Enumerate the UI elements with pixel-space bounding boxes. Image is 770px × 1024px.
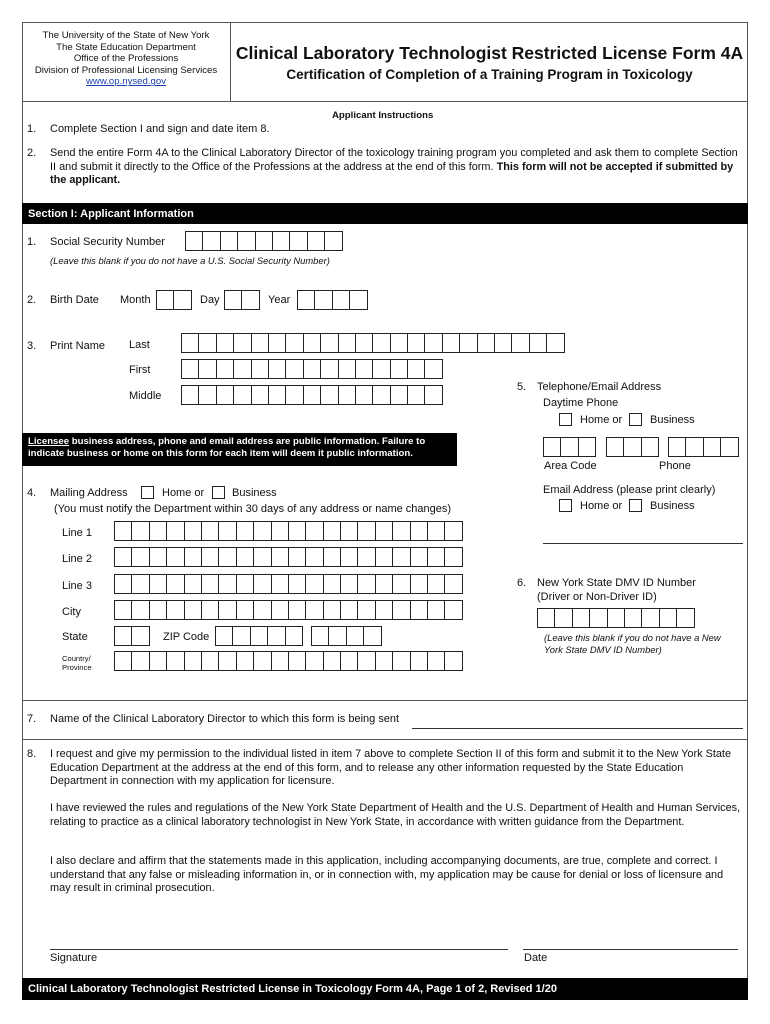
zip-plus4-input[interactable] [311, 626, 381, 646]
address-line-3-input[interactable] [114, 574, 462, 594]
item-number: 3. [27, 340, 37, 352]
email-input[interactable] [543, 543, 743, 544]
agency-line: The State Education Department [56, 41, 196, 53]
dmv-id-input[interactable] [537, 608, 694, 628]
form-subtitle: Certification of Completion of a Training Program in Toxicology [286, 67, 693, 82]
agency-line: Office of the Professions [73, 53, 179, 65]
item-number: 1. [27, 236, 37, 248]
instruction-2-warning: This form will not be accepted if submitted by the applicant. [50, 160, 734, 187]
agency-block [22, 22, 231, 102]
phone-home-label: Home or [580, 414, 623, 426]
birth-date-label: Birth Date [50, 294, 99, 306]
consent-paragraph-3: I also declare and affirm that the statements made in this application, including accompanying documents, are true, complete and correct. I understand that any false or misleading information in, or in connection with, my application may be cause for denial or loss of licensure and may result in criminal prosecution. [50, 855, 724, 895]
phone-number-input[interactable] [668, 437, 738, 457]
signature-label: Signature [50, 952, 98, 964]
director-name-input[interactable] [412, 728, 743, 729]
birth-day-input[interactable] [224, 290, 259, 310]
consent-paragraph-1: I request and give my permission to the individual listed in item 7 above to complete Section II of this form and submit it to the New York State Education Department at the address at the end of this form, and to release any other information requested by the State Education Department in connection with my application for licensure. [50, 748, 732, 788]
day-label: Day [200, 294, 220, 306]
telephone-email-label: Telephone/Email Address [537, 381, 662, 393]
item-number: 2. [27, 294, 37, 306]
phone-home-checkbox[interactable] [559, 413, 572, 426]
phone-business-checkbox[interactable] [629, 413, 642, 426]
month-label: Month [120, 294, 151, 306]
middle-name-label: Middle [129, 390, 162, 402]
item-number: 7. [27, 713, 37, 725]
director-label: Name of the Clinical Laboratory Director to which this form is being sent [50, 713, 400, 725]
signature-input[interactable] [50, 949, 508, 950]
item-number: 4. [27, 487, 37, 499]
birth-year-input[interactable] [297, 290, 367, 310]
line-3-label: Line 3 [62, 580, 92, 592]
date-label: Date [524, 952, 548, 964]
city-label: City [62, 606, 81, 618]
email-business-label: Business [650, 500, 695, 512]
item-number: 5. [517, 381, 527, 393]
divider [22, 739, 748, 740]
item-number: 1. [27, 123, 37, 135]
footer-bar: Clinical Laboratory Technologist Restricted License in Toxicology Form 4A, Page 1 of 2, Revised 1/20 [22, 978, 748, 1000]
instruction-2 [50, 147, 738, 188]
area-code-label: Area Code [544, 460, 597, 472]
website-link[interactable]: www.op.nysed.gov [86, 76, 166, 88]
zip-input[interactable] [215, 626, 302, 646]
item-number: 8. [27, 748, 37, 760]
mailing-business-label: Business [232, 487, 277, 499]
mailing-business-checkbox[interactable] [212, 486, 225, 499]
instruction-1: Complete Section I and sign and date item 8. [50, 123, 270, 135]
mailing-home-label: Home or [162, 487, 205, 499]
zip-label: ZIP Code [163, 631, 210, 643]
mailing-home-checkbox[interactable] [141, 486, 154, 499]
print-name-label: Print Name [50, 340, 106, 352]
form-title: Clinical Laboratory Technologist Restricted License Form 4A [235, 43, 744, 63]
country-label [62, 654, 92, 672]
address-line-1-input[interactable] [114, 521, 462, 541]
phone-label: Phone [659, 460, 691, 472]
line-1-label: Line 1 [62, 527, 92, 539]
agency-line: The University of the State of New York [42, 30, 210, 41]
instruction-2-text: Send the entire Form 4A to the Clinical Laboratory Director of the toxicology training program you completed and ask them to complete Section II and submit it directly to the Office of the Professions at the address at the end of this form. [50, 147, 738, 173]
header-divider [231, 101, 748, 102]
city-input[interactable] [114, 600, 462, 620]
last-name-label: Last [129, 339, 150, 351]
daytime-phone-label: Daytime Phone [543, 397, 619, 409]
email-business-checkbox[interactable] [629, 499, 642, 512]
area-code-input[interactable] [543, 437, 595, 457]
item-number: 6. [517, 577, 527, 589]
divider [22, 700, 748, 701]
ssn-label: Social Security Number [50, 236, 165, 248]
state-label: State [62, 631, 88, 643]
ssn-hint: (Leave this blank if you do not have a U.S. Social Security Number) [50, 255, 330, 266]
item-number: 2. [27, 147, 37, 159]
state-input[interactable] [114, 626, 149, 646]
section-1-header: Section I: Applicant Information [22, 203, 748, 224]
dmv-label: New York State DMV ID Number [537, 577, 696, 589]
dmv-hint: (Leave this blank if you do not have a New York State DMV ID Number) [544, 632, 721, 655]
consent-paragraph-2: I have reviewed the rules and regulations of the New York State Department of Health and the U.S. Department of Health and Human Services, relating to practice as a clinical laboratory technologist in New York State, in accordance with written guidance from the Department. [50, 802, 741, 828]
email-home-checkbox[interactable] [559, 499, 572, 512]
country-label-2: Province [62, 663, 92, 672]
country-input[interactable] [114, 651, 462, 671]
mailing-address-label: Mailing Address [50, 487, 128, 499]
country-label-1: Country/ [62, 654, 91, 663]
middle-name-input[interactable] [181, 385, 442, 405]
line-2-label: Line 2 [62, 553, 92, 565]
phone-prefix-input[interactable] [606, 437, 658, 457]
year-label: Year [268, 294, 291, 306]
dmv-sub-label: (Driver or Non-Driver ID) [537, 591, 657, 603]
birth-month-input[interactable] [156, 290, 191, 310]
licensee-word: Licensee [28, 436, 70, 447]
email-home-label: Home or [580, 500, 623, 512]
phone-business-label: Business [650, 414, 695, 426]
date-input[interactable] [523, 949, 738, 950]
first-name-label: First [129, 364, 151, 376]
notice-text: business address, phone and email address are public information. Failure to indicate business or home on this form for each item will deem it public information. [28, 436, 426, 459]
public-info-notice [22, 433, 457, 466]
address-line-2-input[interactable] [114, 547, 462, 567]
instructions-heading: Applicant Instructions [332, 110, 434, 121]
first-name-input[interactable] [181, 359, 442, 379]
email-label: Email Address (please print clearly) [543, 484, 716, 496]
agency-line: Division of Professional Licensing Services [34, 64, 218, 76]
last-name-input[interactable] [181, 333, 564, 353]
ssn-input[interactable] [185, 231, 342, 251]
mailing-change-note: (You must notify the Department within 30 days of any address or name changes) [54, 503, 452, 515]
